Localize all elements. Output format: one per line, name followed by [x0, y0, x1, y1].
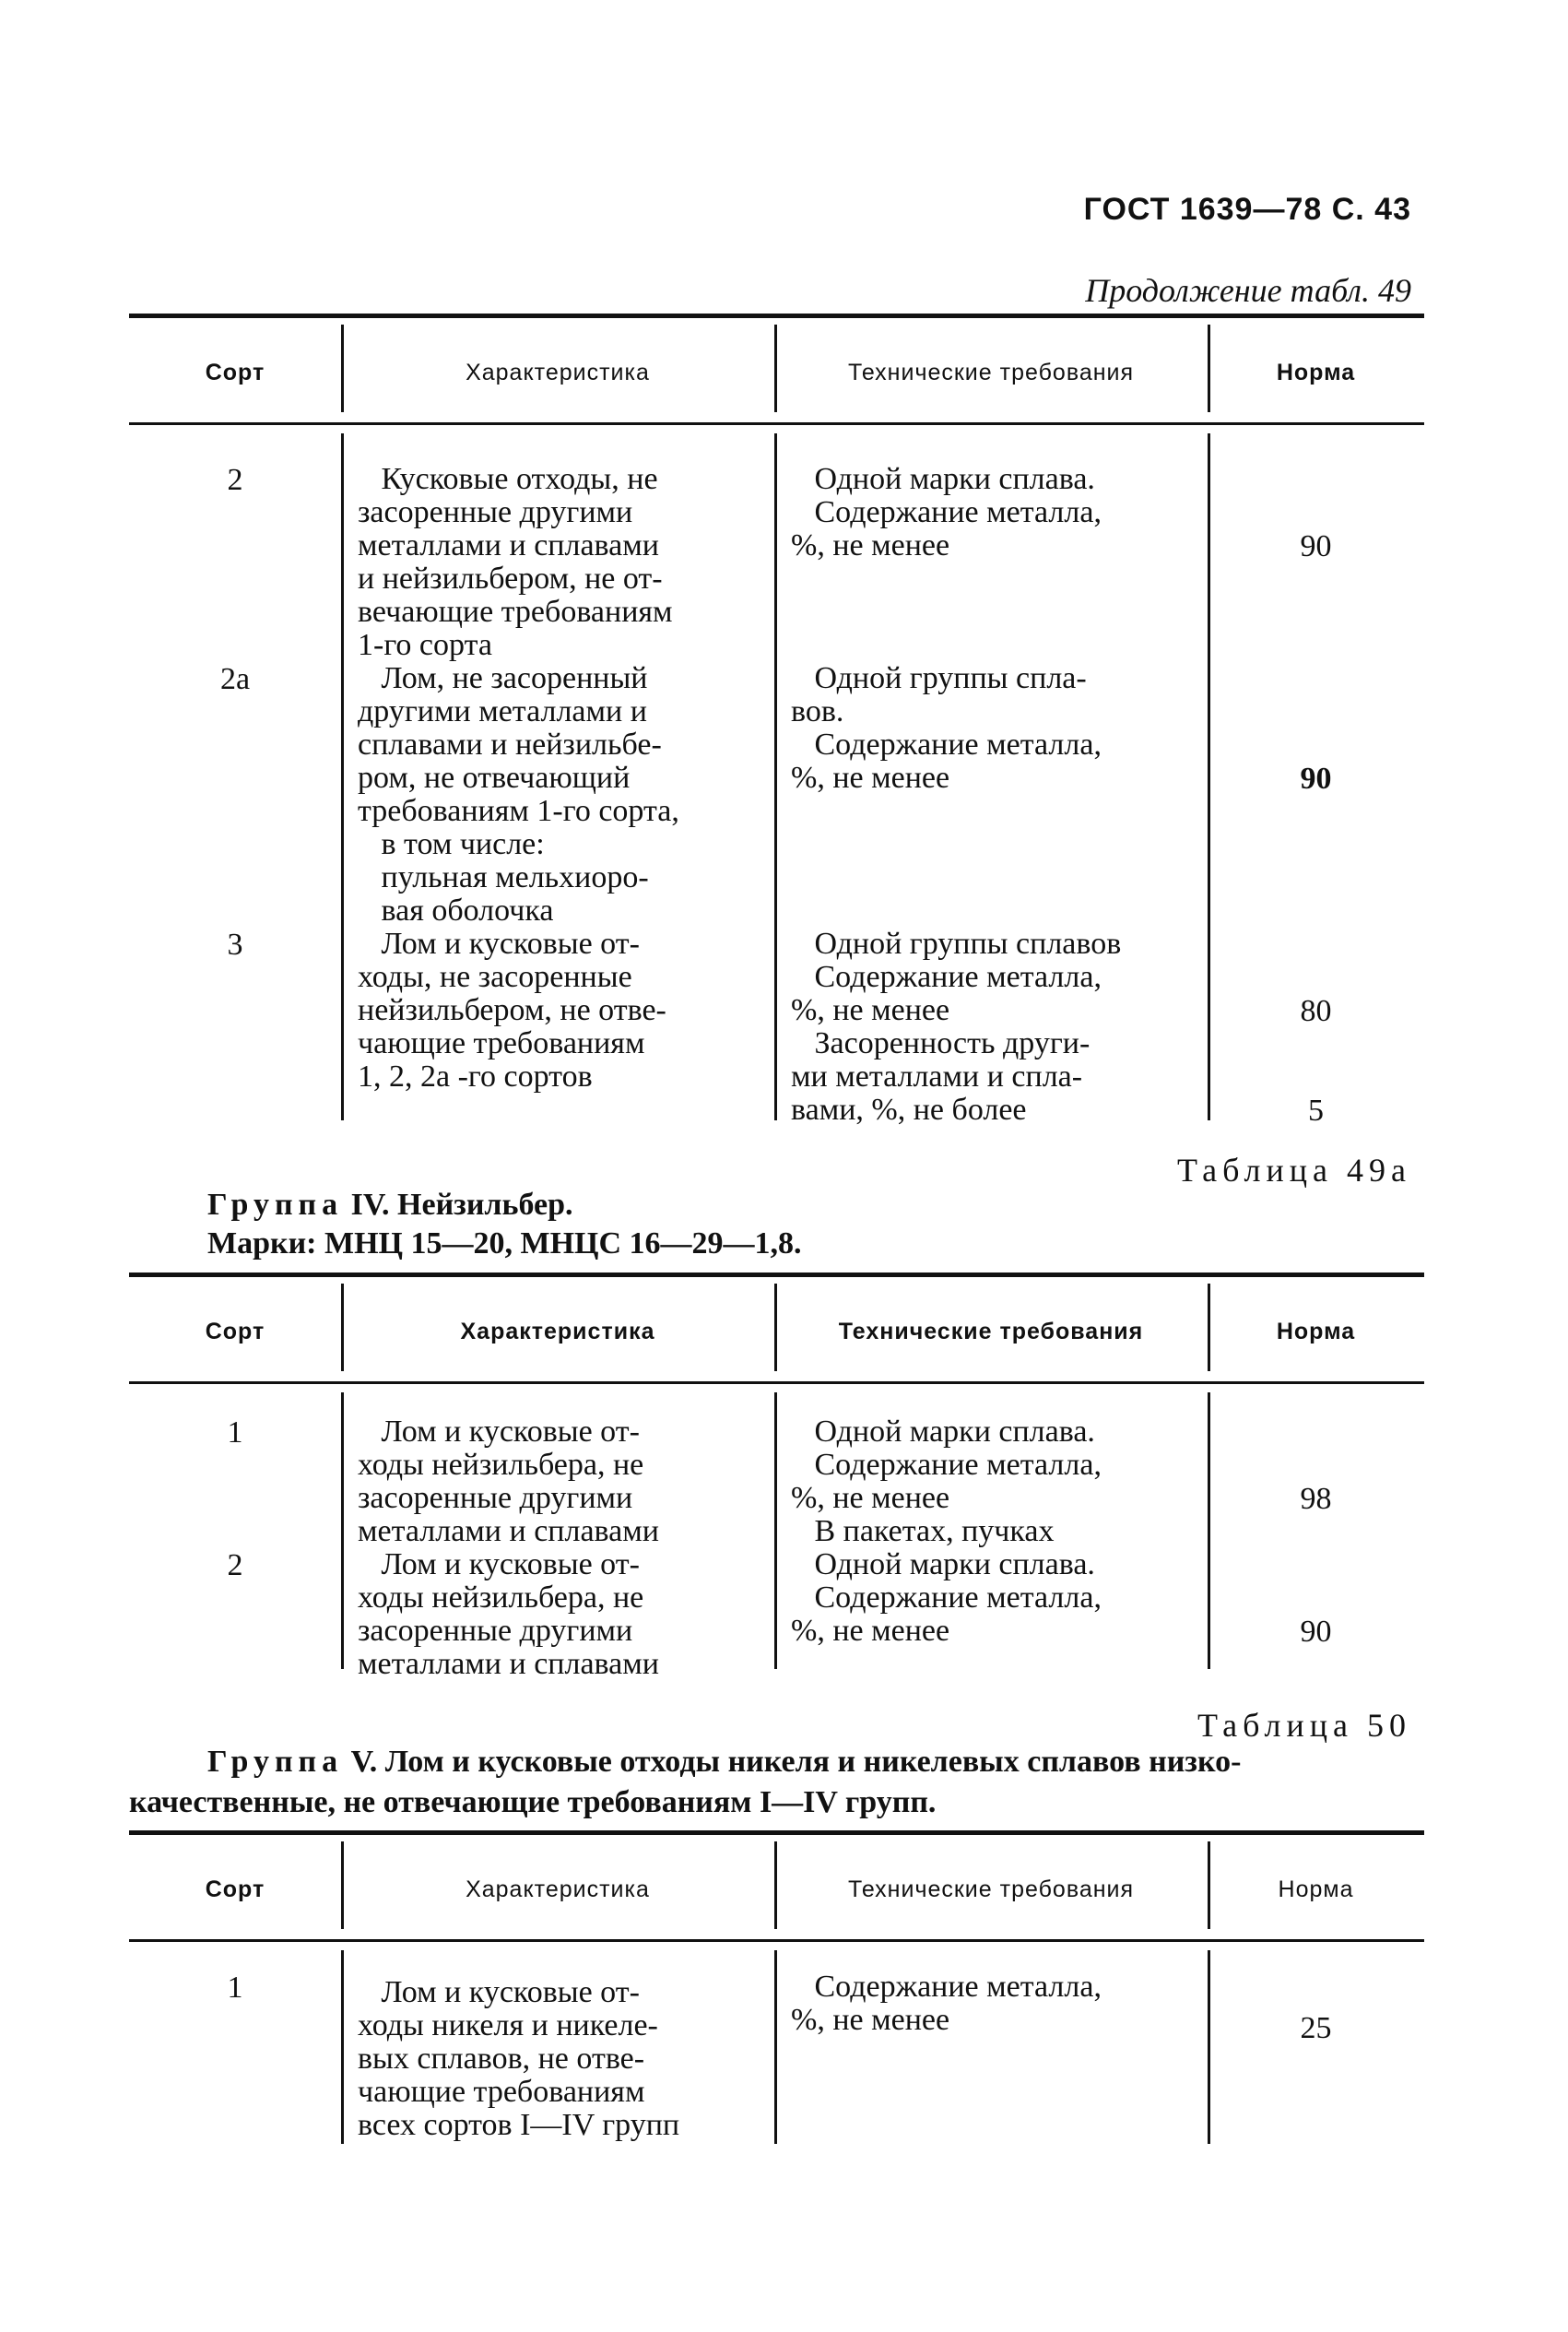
table-50 — [129, 1830, 1424, 2149]
table-continuation-caption: Продолжение табл. 49 — [1085, 272, 1411, 309]
header-norm: Норма — [1276, 360, 1356, 385]
row-norm: 90 — [1300, 1615, 1332, 1649]
table-top-rule — [129, 1830, 1424, 1835]
table-49a-label: Таблица 49а — [1177, 1152, 1411, 1189]
table-top-rule — [129, 1273, 1424, 1277]
header-rule — [129, 422, 1424, 425]
row-characteristic: Лом и кусковые от- ходы никеля и никеле- вых сплавов, не отве- чающие требованиям всех сортов I—IV групп — [358, 1975, 680, 2142]
group-word: Группа — [207, 1188, 344, 1222]
table-50-label: Таблица 50 — [1197, 1707, 1411, 1744]
column-divider — [774, 1950, 777, 2144]
row-norm: 90 — [1300, 762, 1332, 796]
row-requirements: Одной марки сплава. Содержание металла, %, не менее — [791, 1547, 1102, 1648]
header-rule — [129, 1939, 1424, 1942]
row-sort: 2 — [227, 1548, 243, 1582]
row-requirements: Одной марки сплава. Содержание металла, %, не менее — [791, 462, 1102, 562]
page-header: ГОСТ 1639—78 С. 43 — [1083, 192, 1411, 227]
row-characteristic: Лом и кусковые от- ходы, не засоренные нейзильбером, не отве- чающие требованиям 1, 2, 2а -го сортов — [358, 927, 666, 1094]
header-characteristic: Характеристика — [460, 1319, 655, 1344]
group-name: IV. Нейзильбер. — [343, 1188, 573, 1222]
column-divider — [341, 1950, 344, 2144]
column-divider — [774, 433, 777, 1120]
header-rule — [129, 1381, 1424, 1384]
row-norm: 90 — [1300, 529, 1332, 563]
group-word: Группа — [207, 1745, 344, 1779]
row-characteristic: Лом и кусковые от- ходы нейзильбера, не засоренные другими металлами и сплавами — [358, 1415, 659, 1548]
table-49a — [129, 1273, 1424, 1681]
row-sort: 2 — [227, 463, 243, 497]
row-characteristic: Лом, не засоренный другими металлами и сплавами и нейзильбе- ром, не отвечающий требованиям 1-го сорта, в том числе: пульная мельхиоро- вая оболочка — [358, 661, 679, 928]
row-characteristic: Лом и кусковые от- ходы нейзильбера, не засоренные другими металлами и сплавами — [358, 1547, 659, 1681]
header-requirements: Технические требования — [847, 360, 1135, 385]
row-norm: 25 — [1300, 2011, 1332, 2045]
header-sort: Сорт — [205, 1876, 265, 1902]
row-norm: 5 — [1308, 1094, 1324, 1128]
table-top-rule — [129, 314, 1424, 318]
group-name: V. Лом и кусковые отходы никеля и никелевых сплавов низко- — [343, 1745, 1242, 1779]
header-norm: Норма — [1278, 1876, 1354, 1902]
header-requirements: Технические требования — [847, 1876, 1135, 1902]
table-49 — [129, 314, 1424, 1128]
row-sort: 1 — [227, 1971, 243, 2005]
header-requirements: Технические требования — [838, 1319, 1144, 1344]
table-50-group-title-line2: качественные, не отвечающие требованиям I—IV групп. — [129, 1785, 937, 1819]
row-requirements: Одной группы спла- вов. Содержание металла, %, не менее — [791, 661, 1102, 795]
row-characteristic: Кусковые отходы, не засоренные другими металлами и сплавами и нейзильбером, не от- вечающие требованиям 1-го сорта — [358, 462, 673, 662]
row-requirements: Одной марки сплава. Содержание металла, %, не менее В пакетах, пучках — [791, 1415, 1102, 1548]
table-50-group-title — [207, 1745, 1241, 1780]
row-requirements: Содержание металла, %, не менее — [791, 1970, 1102, 2037]
row-norm: 80 — [1300, 994, 1332, 1028]
row-sort: 3 — [227, 928, 243, 962]
column-divider — [341, 1392, 344, 1669]
row-norm: 98 — [1300, 1482, 1332, 1516]
header-characteristic: Характеристика — [466, 1876, 650, 1902]
table-49a-group-title — [207, 1188, 573, 1223]
column-divider — [341, 433, 344, 1120]
column-divider — [1208, 1950, 1210, 2144]
column-divider — [774, 1392, 777, 1669]
table-49a-marks: Марки: МНЦ 15—20, МНЦС 16—29—1,8. — [207, 1226, 802, 1261]
header-characteristic: Характеристика — [466, 360, 650, 385]
row-sort: 2а — [219, 662, 251, 696]
row-requirements: Одной группы сплавов Содержание металла, %, не менее Засоренность други- ми металлами и спла- вами, %, не более — [791, 927, 1122, 1127]
row-sort: 1 — [227, 1415, 243, 1450]
header-norm: Норма — [1276, 1319, 1356, 1344]
header-sort: Сорт — [205, 1319, 265, 1344]
header-sort: Сорт — [205, 360, 265, 385]
